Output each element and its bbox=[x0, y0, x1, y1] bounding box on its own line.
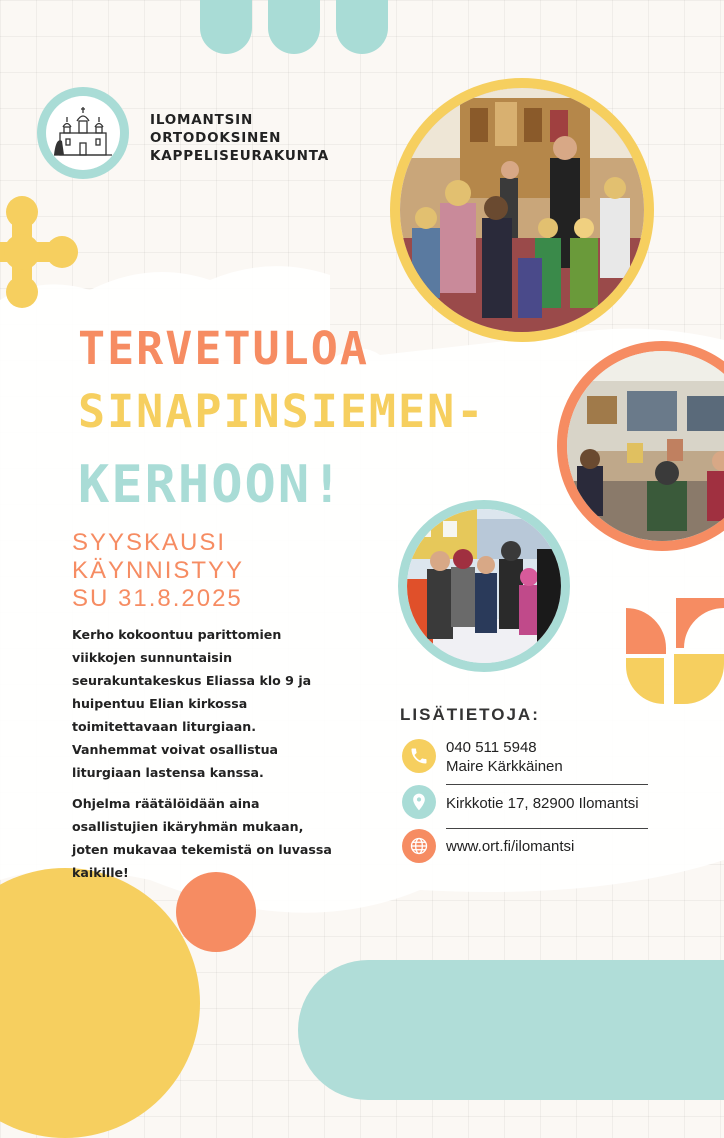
paragraph-1-line: seurakuntakeskus Eliassa klo 9 ja bbox=[72, 673, 312, 688]
paragraph-1-line: huipentuu Elian kirkossa bbox=[72, 696, 248, 711]
church-interior-photo bbox=[390, 78, 654, 342]
paragraph-1-line: viikkojen sunnuntaisin bbox=[72, 650, 233, 665]
season-start-info bbox=[72, 529, 244, 613]
season-line-2: KÄYNNISTYY bbox=[72, 557, 245, 584]
organization-name bbox=[150, 111, 390, 165]
outdoor-group-photo bbox=[398, 500, 570, 672]
season-line-1: SYYSKAUSI bbox=[72, 529, 227, 556]
map-pin-icon bbox=[402, 785, 436, 819]
swirl-decoration bbox=[626, 598, 724, 704]
paragraph-1-line: Kerho kokoontuu parittomien bbox=[72, 627, 282, 642]
paragraph-2-line: Ohjelma räätälöidään aina bbox=[72, 796, 260, 811]
paragraph-1-line: liturgiaan lastensa kanssa. bbox=[72, 765, 264, 780]
paragraph-1-line: toimitettavaan liturgiaan. bbox=[72, 719, 256, 734]
description-paragraph-1 bbox=[72, 623, 392, 784]
org-line-2: ORTODOKSINEN bbox=[150, 130, 282, 146]
contact-title: LISÄTIETOJA: bbox=[400, 705, 540, 724]
church-logo bbox=[37, 87, 129, 179]
teal-pill-decoration bbox=[298, 960, 724, 1100]
headline-line-2: SINAPINSIEMEN- bbox=[78, 385, 486, 438]
paragraph-2-line: osallistujien ikäryhmän mukaan, bbox=[72, 819, 304, 834]
org-line-3: KAPPELISEURAKUNTA bbox=[150, 148, 329, 164]
globe-icon bbox=[402, 829, 436, 863]
org-line-1: ILOMANTSIN bbox=[150, 112, 254, 128]
season-date: SU 31.8.2025 bbox=[72, 585, 243, 612]
cross-shape-decoration bbox=[0, 196, 80, 308]
top-arches-decoration bbox=[200, 0, 390, 58]
orange-circle-decoration bbox=[176, 872, 256, 952]
headline-line-3: KERHOON! bbox=[78, 455, 345, 515]
headline-line-1: TERVETULOA bbox=[78, 322, 369, 375]
church-icon bbox=[52, 107, 114, 159]
divider bbox=[446, 828, 648, 829]
contact-address: Kirkkotie 17, 82900 Ilomantsi bbox=[446, 795, 639, 812]
paragraph-2-line: kaikille! bbox=[72, 865, 129, 880]
divider bbox=[446, 784, 648, 785]
phone-icon bbox=[402, 739, 436, 773]
paragraph-1-line: Vanhemmat voivat osallistua bbox=[72, 742, 279, 757]
contact-website-link[interactable]: www.ort.fi/ilomantsi bbox=[446, 838, 575, 855]
description-paragraph-2 bbox=[72, 792, 392, 884]
contact-phone[interactable]: 040 511 5948 bbox=[446, 739, 537, 756]
paragraph-2-line: joten mukavaa tekemistä on luvassa bbox=[72, 842, 332, 857]
contact-person: Maire Kärkkäinen bbox=[446, 758, 563, 775]
